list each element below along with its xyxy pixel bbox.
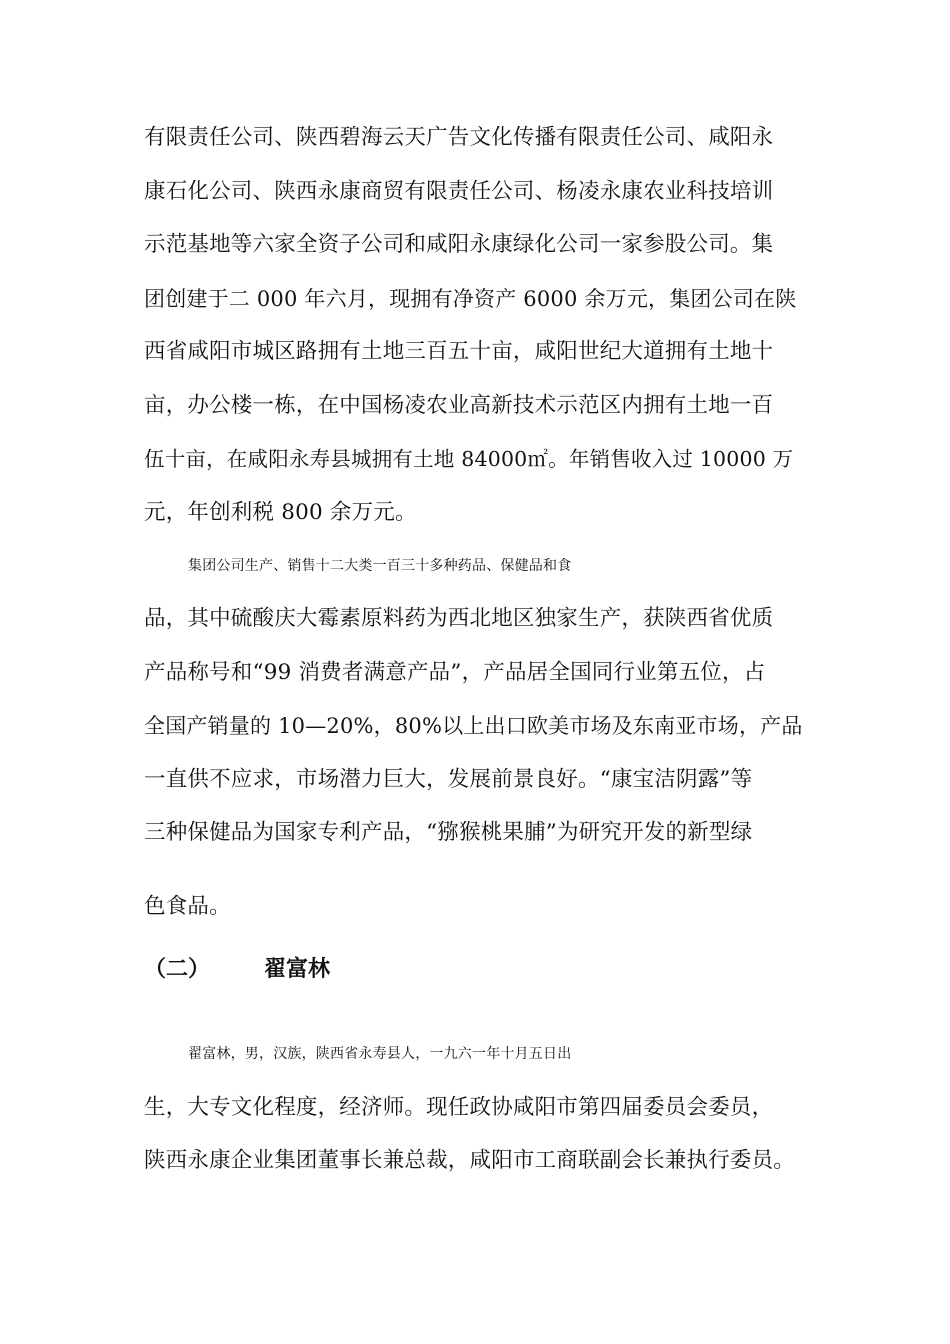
section-number: （二） xyxy=(144,957,211,982)
paragraph-3-line-2: 生，大专文化程度，经济师。现任政协咸阳市第四届委员会委员， xyxy=(144,1095,774,1120)
paragraph-3-line-1: 翟富林，男，汉族，陕西省永寿县人，一九六一年十月五日出 xyxy=(188,1046,572,1062)
paragraph-1-line-4: 团创建于二 000 年六月，现拥有净资产 6000 余万元，集团公司在陕 xyxy=(144,287,797,311)
paragraph-2-line-5: 一直供不应求，市场潜力巨大，发展前景良好。“康宝洁阴露”等 xyxy=(144,767,753,792)
paragraph-1-line-5: 西省咸阳市城区路拥有土地三百五十亩，咸阳世纪大道拥有土地十 xyxy=(144,339,774,364)
paragraph-1-line-3: 示范基地等六家全资子公司和咸阳永康绿化公司一家参股公司。集 xyxy=(144,232,774,257)
paragraph-2-line-7: 色食品。 xyxy=(144,894,231,919)
paragraph-2-line-4: 全国产销量的 10—20%，80%以上出口欧美市场及东南亚市场，产品 xyxy=(144,714,803,738)
section-heading xyxy=(144,956,330,984)
paragraph-1-line-8: 元，年创利税 800 余万元。 xyxy=(144,500,417,525)
paragraph-1-line-1: 有限责任公司、陕西碧海云天广告文化传播有限责任公司、咸阳永 xyxy=(144,125,774,150)
paragraph-2-line-3: 产品称号和“99 消费者满意产品”，产品居全国同行业第五位，占 xyxy=(144,660,766,685)
paragraph-2-line-1: 集团公司生产、销售十二大类一百三十多种药品、保健品和食 xyxy=(188,558,572,574)
section-title: 翟富林 xyxy=(264,957,331,982)
paragraph-1-line-2: 康石化公司、陕西永康商贸有限责任公司、杨凌永康农业科技培训 xyxy=(144,179,774,204)
paragraph-2-line-2: 品，其中硫酸庆大霉素原料药为西北地区独家生产，获陕西省优质 xyxy=(144,606,774,631)
paragraph-1-line-7: 伍十亩，在咸阳永寿县城拥有土地 84000㎡。年销售收入过 10000 万 xyxy=(144,447,794,471)
paragraph-2-line-6: 三种保健品为国家专利产品，“猕猴桃果脯”为研究开发的新型绿 xyxy=(144,820,753,845)
paragraph-1-line-6: 亩，办公楼一栋，在中国杨凌农业高新技术示范区内拥有土地一百 xyxy=(144,393,774,418)
paragraph-3-line-3: 陕西永康企业集团董事长兼总裁，咸阳市工商联副会长兼执行委员。 xyxy=(144,1148,796,1173)
